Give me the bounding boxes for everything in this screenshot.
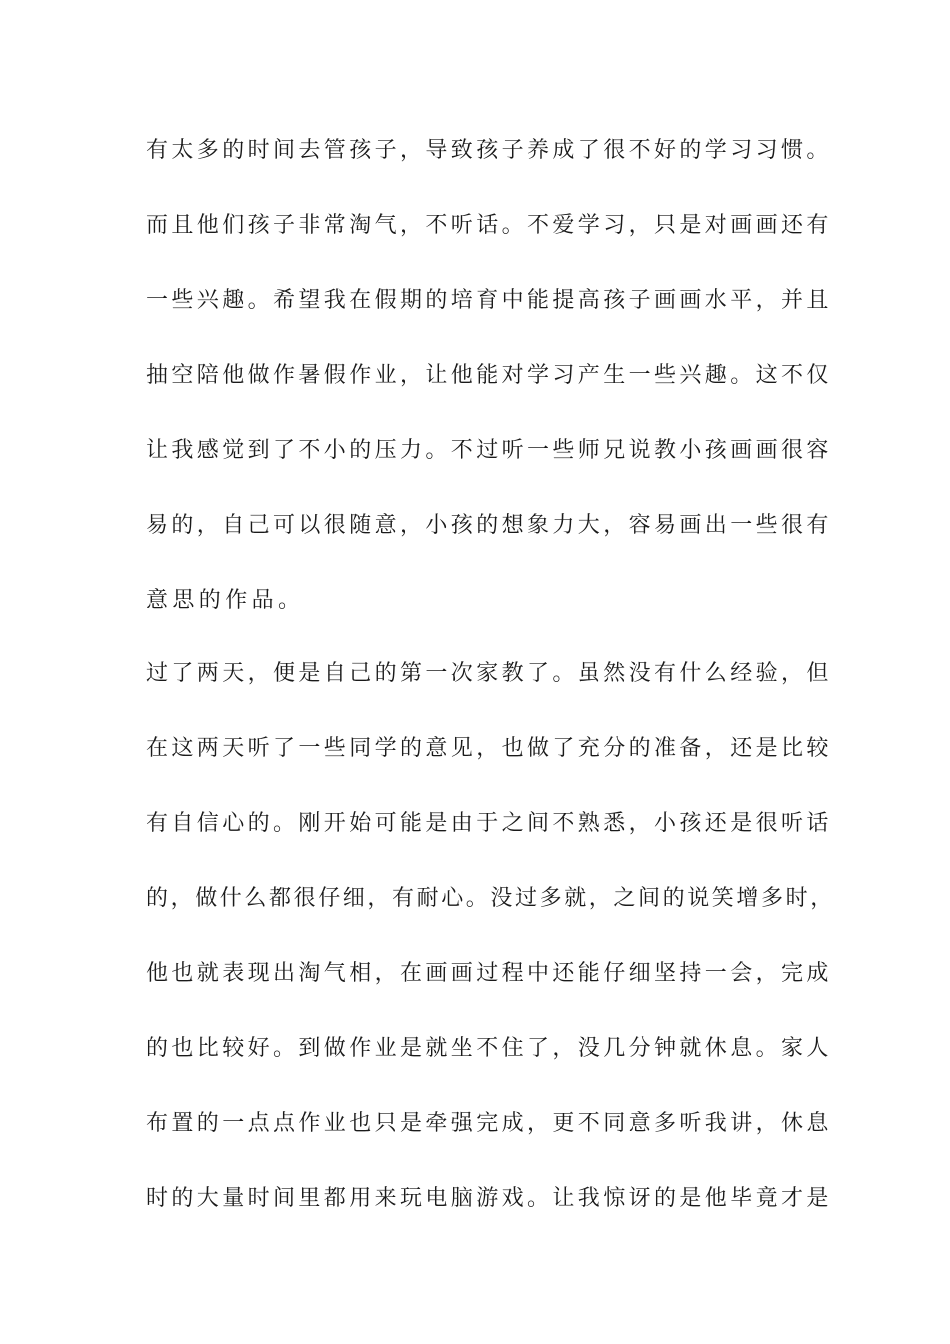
- text-line-10: 有自信心的。刚开始可能是由于之间不熟悉，小孩还是很听话: [146, 811, 832, 836]
- text-line-8: 过了两天，便是自己的第一次家教了。虽然没有什么经验，但: [146, 661, 832, 686]
- text-line-5: 让我感觉到了不小的压力。不过听一些师兄说教小孩画画很容: [146, 438, 832, 463]
- text-line-9: 在这两天听了一些同学的意见，也做了充分的准备，还是比较: [146, 736, 832, 761]
- text-line-4: 抽空陪他做作暑假作业，让他能对学习产生一些兴趣。这不仅: [146, 363, 832, 388]
- text-line-14: 布置的一点点作业也只是牵强完成，更不同意多听我讲，休息: [146, 1111, 832, 1136]
- text-line-3: 一些兴趣。希望我在假期的培育中能提高孩子画画水平，并且: [146, 288, 832, 313]
- text-line-6: 易的，自己可以很随意，小孩的想象力大，容易画出一些很有: [146, 513, 832, 538]
- text-line-2: 而且他们孩子非常淘气，不听话。不爱学习，只是对画画还有: [146, 213, 832, 238]
- text-line-7: 意思的作品。: [146, 588, 305, 613]
- text-line-1: 有太多的时间去管孩子，导致孩子养成了很不好的学习习惯。: [146, 138, 832, 163]
- text-line-15: 时的大量时间里都用来玩电脑游戏。让我惊讶的是他毕竟才是: [146, 1186, 832, 1211]
- text-line-13: 的也比较好。到做作业是就坐不住了，没几分钟就休息。家人: [146, 1036, 832, 1061]
- text-line-11: 的，做什么都很仔细，有耐心。没过多就，之间的说笑增多时，: [146, 886, 835, 911]
- text-line-12: 他也就表现出淘气相，在画画过程中还能仔细坚持一会，完成: [146, 961, 832, 986]
